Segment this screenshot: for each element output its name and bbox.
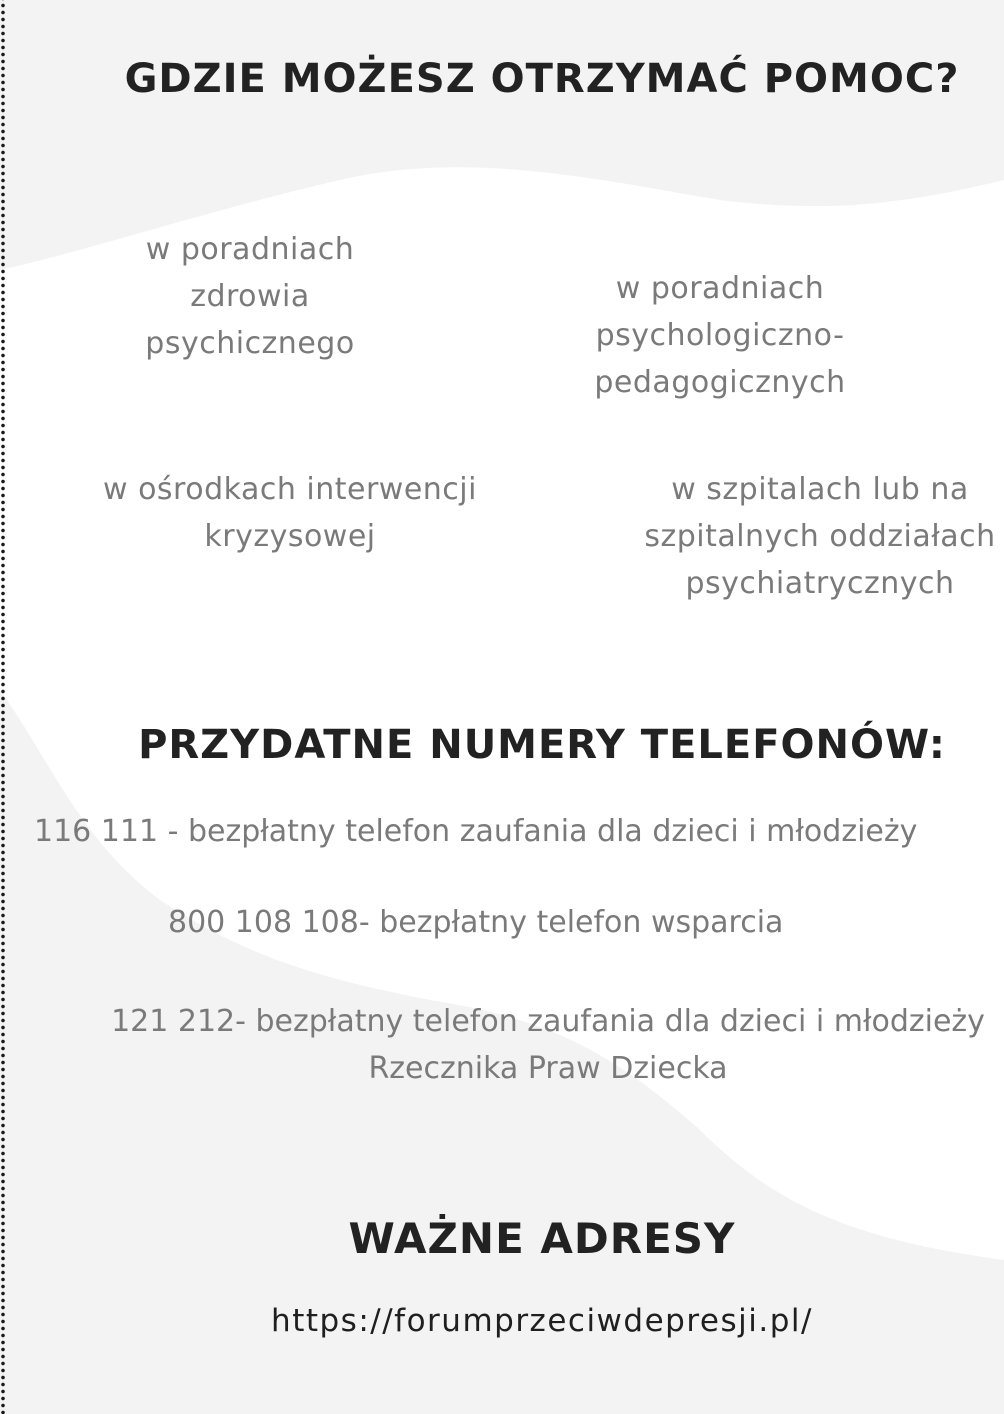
phone-line: 121 212- bezpłatny telefon zaufania dla dzieci i młodzieży [111, 1004, 985, 1039]
place-crisis-centers [80, 466, 500, 560]
phone-entry-800108108 [168, 899, 783, 946]
place-psych-pedagogical-clinics [570, 265, 870, 406]
place-line: w poradniach [615, 271, 825, 306]
place-line: psychiatrycznych [685, 566, 955, 601]
place-line: szpitalnych oddziałach [644, 519, 996, 554]
place-line: zdrowia [190, 279, 310, 314]
phone-line: Rzecznika Praw Dziecka [368, 1051, 728, 1086]
place-line: pedagogicznych [594, 365, 846, 400]
phone-entry-116111 [34, 808, 917, 855]
place-line: w ośrodkach interwencji [103, 472, 477, 507]
phone-entry-121212 [103, 998, 993, 1092]
phones-heading: PRZYDATNE NUMERY TELEFONÓW: [138, 722, 946, 768]
help-heading: GDZIE MOŻESZ OTRZYMAĆ POMOC? [124, 56, 960, 102]
place-line: psychicznego [145, 326, 355, 361]
forum-website-link[interactable]: https://forumprzeciwdepresji.pl/ [271, 1303, 813, 1339]
place-psychiatric-hospitals [630, 466, 1004, 607]
left-dotted-border [0, 0, 6, 1414]
phone-line: 800 108 108- bezpłatny telefon wsparcia [168, 905, 784, 940]
place-line: w poradniach [145, 232, 355, 267]
phone-line: 116 111 - bezpłatny telefon zaufania dla dzieci i młodzieży [34, 814, 918, 849]
place-line: psychologiczno- [595, 318, 845, 353]
place-line: w szpitalach lub na [671, 472, 969, 507]
place-mental-health-clinics [100, 226, 400, 367]
addresses-heading: WAŻNE ADRESY [348, 1214, 736, 1263]
place-line: kryzysowej [204, 519, 376, 554]
